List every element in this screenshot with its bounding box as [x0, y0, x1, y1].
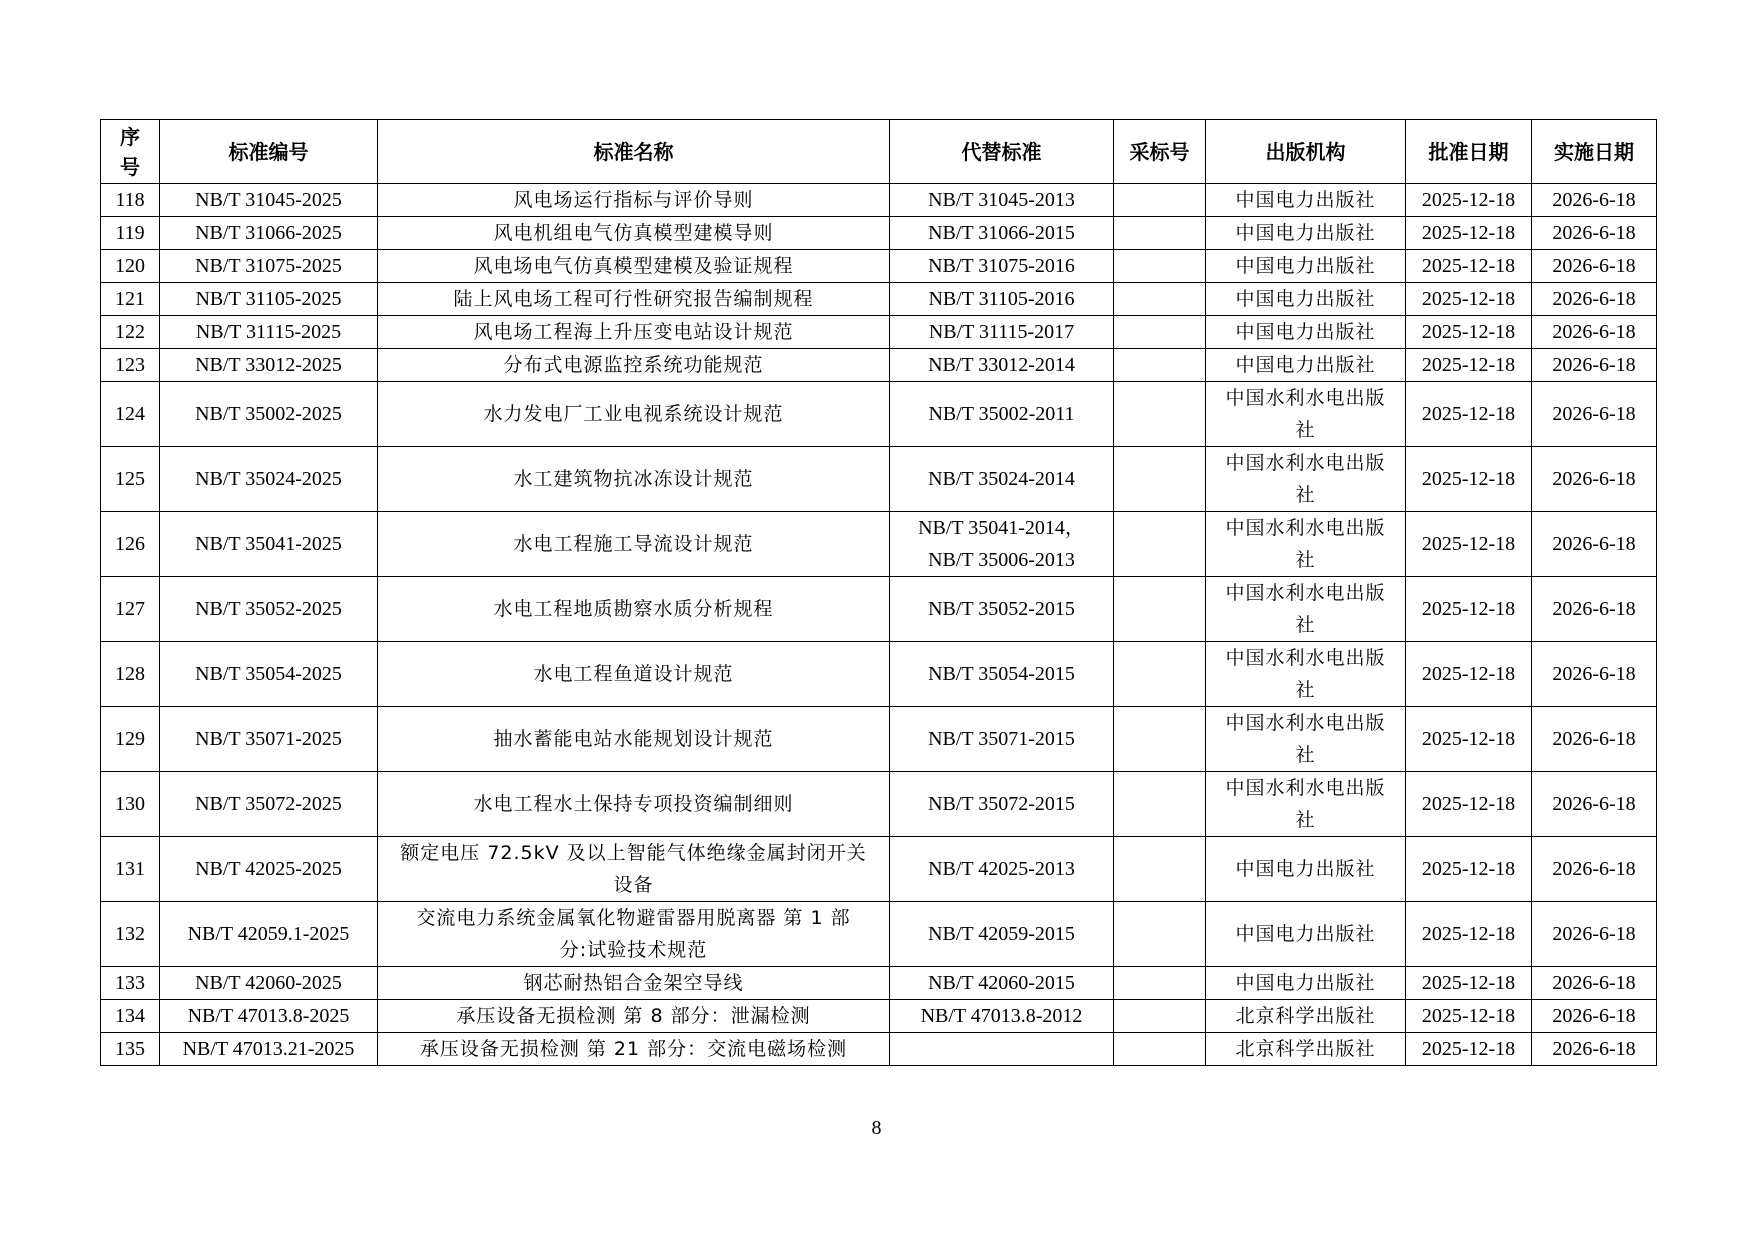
cell-replaced-line1: NB/T 31115-2017 — [928, 321, 1075, 343]
cell-publisher — [1206, 512, 1406, 577]
cell-std-name — [378, 283, 890, 316]
cell-effective-date: 2026-6-18 — [1532, 577, 1657, 642]
cell-publisher-line2: 社 — [1295, 419, 1316, 441]
cell-std-name — [378, 772, 890, 837]
cell-replaced — [890, 837, 1114, 902]
cell-effective-date: 2026-6-18 — [1532, 707, 1657, 772]
cell-publisher — [1206, 250, 1406, 283]
cell-publisher-line1: 中国水利水电出版 — [1225, 647, 1386, 669]
table-row — [101, 642, 1657, 707]
cell-publisher — [1206, 642, 1406, 707]
cell-std-name-line1: 水电工程水土保持专项投资编制细则 — [473, 793, 794, 815]
header-std-no: 标准编号 — [160, 120, 378, 184]
cell-publisher — [1206, 967, 1406, 1000]
cell-replaced — [890, 447, 1114, 512]
cell-effective-date: 2026-6-18 — [1532, 382, 1657, 447]
cell-approve-date: 2025-12-18 — [1406, 1033, 1532, 1066]
cell-std-name — [378, 349, 890, 382]
cell-std-name-line1: 水电工程施工导流设计规范 — [513, 533, 754, 555]
table-row — [101, 837, 1657, 902]
cell-replaced-line1: NB/T 35072-2015 — [928, 793, 1075, 815]
cell-replaced — [890, 772, 1114, 837]
header-adopted: 采标号 — [1114, 120, 1206, 184]
cell-publisher — [1206, 217, 1406, 250]
cell-replaced-line1: NB/T 42059-2015 — [928, 923, 1075, 945]
cell-replaced-line1: NB/T 31105-2016 — [928, 288, 1075, 310]
cell-adopted — [1114, 250, 1206, 283]
cell-std-no: NB/T 35041-2025 — [160, 512, 378, 577]
cell-publisher-line1: 中国水利水电出版 — [1225, 452, 1386, 474]
cell-publisher-line1: 中国电力出版社 — [1235, 255, 1376, 277]
cell-std-no: NB/T 42025-2025 — [160, 837, 378, 902]
cell-std-name-line2: 分:试验技术规范 — [559, 939, 708, 961]
cell-adopted — [1114, 184, 1206, 217]
cell-std-name-line1: 分布式电源监控系统功能规范 — [503, 354, 764, 376]
cell-std-no: NB/T 35071-2025 — [160, 707, 378, 772]
cell-publisher-line2: 社 — [1295, 549, 1316, 571]
cell-approve-date: 2025-12-18 — [1406, 250, 1532, 283]
cell-std-name-line1: 风电场运行指标与评价导则 — [513, 189, 754, 211]
cell-approve-date: 2025-12-18 — [1406, 772, 1532, 837]
cell-std-no: NB/T 35002-2025 — [160, 382, 378, 447]
cell-publisher — [1206, 1000, 1406, 1033]
cell-effective-date: 2026-6-18 — [1532, 184, 1657, 217]
cell-seq: 132 — [101, 902, 160, 967]
cell-seq: 125 — [101, 447, 160, 512]
cell-replaced — [890, 316, 1114, 349]
cell-std-name — [378, 577, 890, 642]
cell-effective-date: 2026-6-18 — [1532, 447, 1657, 512]
cell-adopted — [1114, 772, 1206, 837]
cell-publisher-line1: 中国水利水电出版 — [1225, 387, 1386, 409]
cell-std-name-line1: 风电场工程海上升压变电站设计规范 — [473, 321, 794, 343]
cell-std-name — [378, 1000, 890, 1033]
cell-approve-date: 2025-12-18 — [1406, 902, 1532, 967]
cell-std-name-line1: 抽水蓄能电站水能规划设计规范 — [493, 728, 774, 750]
table-row — [101, 184, 1657, 217]
cell-publisher-line1: 中国电力出版社 — [1235, 923, 1376, 945]
cell-publisher — [1206, 902, 1406, 967]
cell-seq: 119 — [101, 217, 160, 250]
cell-std-name — [378, 707, 890, 772]
cell-std-name-line1: 交流电力系统金属氧化物避雷器用脱离器 第 1 部 — [416, 907, 851, 929]
cell-seq: 123 — [101, 349, 160, 382]
cell-std-name-line1: 承压设备无损检测 第 8 部分：泄漏检测 — [456, 1005, 811, 1027]
cell-replaced — [890, 184, 1114, 217]
header-replaced: 代替标准 — [890, 120, 1114, 184]
header-row — [101, 120, 1657, 184]
cell-adopted — [1114, 967, 1206, 1000]
cell-std-no: NB/T 35054-2025 — [160, 642, 378, 707]
cell-effective-date: 2026-6-18 — [1532, 967, 1657, 1000]
table-row — [101, 217, 1657, 250]
cell-std-no: NB/T 31105-2025 — [160, 283, 378, 316]
cell-replaced — [890, 902, 1114, 967]
cell-adopted — [1114, 349, 1206, 382]
cell-publisher-line1: 中国电力出版社 — [1235, 354, 1376, 376]
table-row — [101, 1033, 1657, 1066]
cell-seq: 128 — [101, 642, 160, 707]
cell-seq: 118 — [101, 184, 160, 217]
cell-adopted — [1114, 577, 1206, 642]
cell-seq: 135 — [101, 1033, 160, 1066]
cell-seq: 133 — [101, 967, 160, 1000]
cell-publisher-line1: 中国水利水电出版 — [1225, 517, 1386, 539]
header-std-name: 标准名称 — [378, 120, 890, 184]
cell-std-name — [378, 382, 890, 447]
table-row — [101, 902, 1657, 967]
cell-seq: 129 — [101, 707, 160, 772]
table-row — [101, 512, 1657, 577]
cell-replaced-line1: NB/T 31066-2015 — [928, 222, 1075, 244]
table-row — [101, 283, 1657, 316]
cell-effective-date: 2026-6-18 — [1532, 772, 1657, 837]
cell-std-name-line1: 风电机组电气仿真模型建模导则 — [493, 222, 774, 244]
cell-replaced-line1: NB/T 35052-2015 — [928, 598, 1075, 620]
cell-approve-date: 2025-12-18 — [1406, 1000, 1532, 1033]
cell-publisher-line2: 社 — [1295, 744, 1316, 766]
cell-approve-date: 2025-12-18 — [1406, 967, 1532, 1000]
cell-publisher-line1: 中国水利水电出版 — [1225, 777, 1386, 799]
cell-std-no: NB/T 47013.21-2025 — [160, 1033, 378, 1066]
cell-effective-date: 2026-6-18 — [1532, 1000, 1657, 1033]
cell-publisher — [1206, 772, 1406, 837]
cell-std-name-line1: 水工建筑物抗冰冻设计规范 — [513, 468, 754, 490]
cell-adopted — [1114, 1033, 1206, 1066]
cell-replaced-line1: NB/T 42025-2013 — [928, 858, 1075, 880]
cell-approve-date: 2025-12-18 — [1406, 184, 1532, 217]
cell-replaced — [890, 967, 1114, 1000]
cell-replaced-line1: NB/T 35002-2011 — [928, 403, 1075, 425]
cell-seq: 122 — [101, 316, 160, 349]
cell-replaced-line1: NB/T 35024-2014 — [928, 468, 1075, 490]
standards-table — [100, 119, 1657, 1066]
cell-replaced — [890, 512, 1114, 577]
cell-std-no: NB/T 33012-2025 — [160, 349, 378, 382]
table-row — [101, 447, 1657, 512]
cell-std-name-line1: 水力发电厂工业电视系统设计规范 — [483, 403, 784, 425]
cell-std-name-line1: 水电工程鱼道设计规范 — [533, 663, 734, 685]
cell-adopted — [1114, 447, 1206, 512]
cell-publisher — [1206, 1033, 1406, 1066]
cell-seq: 131 — [101, 837, 160, 902]
cell-publisher-line1: 中国电力出版社 — [1235, 321, 1376, 343]
cell-std-no: NB/T 31115-2025 — [160, 316, 378, 349]
cell-std-name — [378, 316, 890, 349]
cell-replaced — [890, 707, 1114, 772]
cell-approve-date: 2025-12-18 — [1406, 512, 1532, 577]
cell-std-no: NB/T 31075-2025 — [160, 250, 378, 283]
cell-adopted — [1114, 217, 1206, 250]
cell-publisher-line1: 中国水利水电出版 — [1225, 582, 1386, 604]
cell-std-name — [378, 184, 890, 217]
page-number: 8 — [871, 1117, 882, 1139]
cell-replaced-line1: NB/T 31075-2016 — [928, 255, 1075, 277]
cell-replaced — [890, 283, 1114, 316]
table-row — [101, 1000, 1657, 1033]
cell-replaced — [890, 1000, 1114, 1033]
cell-std-no: NB/T 31045-2025 — [160, 184, 378, 217]
cell-publisher — [1206, 316, 1406, 349]
cell-approve-date: 2025-12-18 — [1406, 707, 1532, 772]
table-row — [101, 250, 1657, 283]
cell-std-name-line1: 钢芯耐热铝合金架空导线 — [523, 972, 744, 994]
cell-std-name — [378, 902, 890, 967]
cell-std-name — [378, 447, 890, 512]
cell-adopted — [1114, 512, 1206, 577]
cell-effective-date: 2026-6-18 — [1532, 902, 1657, 967]
cell-replaced — [890, 217, 1114, 250]
cell-seq: 126 — [101, 512, 160, 577]
cell-adopted — [1114, 837, 1206, 902]
cell-publisher-line1: 中国电力出版社 — [1235, 972, 1376, 994]
cell-publisher-line1: 中国电力出版社 — [1235, 858, 1376, 880]
cell-publisher — [1206, 349, 1406, 382]
table-row — [101, 316, 1657, 349]
cell-publisher-line1: 中国水利水电出版 — [1225, 712, 1386, 734]
cell-publisher-line1: 北京科学出版社 — [1235, 1005, 1376, 1027]
header-seq-line1: 序 — [120, 124, 140, 149]
cell-publisher — [1206, 707, 1406, 772]
cell-adopted — [1114, 902, 1206, 967]
cell-replaced-line1: NB/T 35071-2015 — [928, 728, 1075, 750]
cell-std-name — [378, 837, 890, 902]
header-seq — [101, 120, 160, 184]
cell-effective-date: 2026-6-18 — [1532, 642, 1657, 707]
cell-seq: 121 — [101, 283, 160, 316]
cell-std-name-line2: 设备 — [613, 874, 654, 896]
cell-adopted — [1114, 707, 1206, 772]
cell-std-name — [378, 1033, 890, 1066]
cell-seq: 127 — [101, 577, 160, 642]
cell-publisher-line2: 社 — [1295, 679, 1316, 701]
table-row — [101, 967, 1657, 1000]
cell-publisher — [1206, 283, 1406, 316]
cell-adopted — [1114, 283, 1206, 316]
cell-adopted — [1114, 382, 1206, 447]
cell-std-name-line1: 额定电压 72.5kV 及以上智能气体绝缘金属封闭开关 — [400, 842, 867, 864]
cell-publisher-line1: 中国电力出版社 — [1235, 189, 1376, 211]
cell-publisher — [1206, 382, 1406, 447]
cell-replaced — [890, 250, 1114, 283]
cell-seq: 130 — [101, 772, 160, 837]
table-row — [101, 577, 1657, 642]
cell-adopted — [1114, 642, 1206, 707]
cell-publisher — [1206, 837, 1406, 902]
cell-publisher-line1: 中国电力出版社 — [1235, 288, 1376, 310]
cell-replaced-line1: NB/T 31045-2013 — [928, 189, 1075, 211]
cell-std-name — [378, 642, 890, 707]
cell-std-name — [378, 250, 890, 283]
cell-publisher-line2: 社 — [1295, 484, 1316, 506]
header-effective-date: 实施日期 — [1532, 120, 1657, 184]
cell-replaced — [890, 349, 1114, 382]
table-row — [101, 349, 1657, 382]
cell-approve-date: 2025-12-18 — [1406, 316, 1532, 349]
cell-replaced — [890, 382, 1114, 447]
cell-replaced-line2: NB/T 35006-2013 — [928, 549, 1075, 571]
cell-effective-date: 2026-6-18 — [1532, 349, 1657, 382]
cell-std-no: NB/T 35052-2025 — [160, 577, 378, 642]
header-seq-line2: 号 — [120, 154, 140, 179]
cell-std-no: NB/T 35072-2025 — [160, 772, 378, 837]
cell-std-name-line1: 风电场电气仿真模型建模及验证规程 — [473, 255, 794, 277]
cell-replaced-line1: NB/T 42060-2015 — [928, 972, 1075, 994]
cell-seq: 120 — [101, 250, 160, 283]
cell-std-no: NB/T 42059.1-2025 — [160, 902, 378, 967]
cell-effective-date: 2026-6-18 — [1532, 837, 1657, 902]
cell-std-name — [378, 217, 890, 250]
cell-effective-date: 2026-6-18 — [1532, 217, 1657, 250]
cell-replaced-line1: NB/T 35054-2015 — [928, 663, 1075, 685]
cell-replaced-line1: NB/T 33012-2014 — [928, 354, 1075, 376]
cell-std-no: NB/T 31066-2025 — [160, 217, 378, 250]
cell-replaced-line1: NB/T 35041-2014， — [918, 517, 1085, 539]
cell-std-no: NB/T 42060-2025 — [160, 967, 378, 1000]
cell-std-name — [378, 512, 890, 577]
cell-replaced — [890, 577, 1114, 642]
cell-approve-date: 2025-12-18 — [1406, 642, 1532, 707]
table-body — [101, 184, 1657, 1066]
cell-approve-date: 2025-12-18 — [1406, 349, 1532, 382]
cell-replaced-line1: NB/T 47013.8-2012 — [920, 1005, 1083, 1027]
cell-publisher — [1206, 447, 1406, 512]
cell-replaced — [890, 1033, 1114, 1066]
cell-effective-date: 2026-6-18 — [1532, 1033, 1657, 1066]
table-row — [101, 707, 1657, 772]
cell-std-no: NB/T 35024-2025 — [160, 447, 378, 512]
cell-seq: 124 — [101, 382, 160, 447]
cell-publisher-line2: 社 — [1295, 614, 1316, 636]
table-row — [101, 772, 1657, 837]
cell-std-name-line1: 水电工程地质勘察水质分析规程 — [493, 598, 774, 620]
cell-effective-date: 2026-6-18 — [1532, 250, 1657, 283]
cell-approve-date: 2025-12-18 — [1406, 382, 1532, 447]
cell-seq: 134 — [101, 1000, 160, 1033]
cell-std-name — [378, 967, 890, 1000]
table-row — [101, 382, 1657, 447]
cell-effective-date: 2026-6-18 — [1532, 283, 1657, 316]
cell-adopted — [1114, 1000, 1206, 1033]
cell-publisher — [1206, 184, 1406, 217]
cell-approve-date: 2025-12-18 — [1406, 283, 1532, 316]
cell-publisher-line2: 社 — [1295, 809, 1316, 831]
cell-std-name-line1: 承压设备无损检测 第 21 部分：交流电磁场检测 — [419, 1038, 848, 1060]
cell-approve-date: 2025-12-18 — [1406, 577, 1532, 642]
cell-publisher-line1: 中国电力出版社 — [1235, 222, 1376, 244]
cell-std-name-line1: 陆上风电场工程可行性研究报告编制规程 — [453, 288, 814, 310]
cell-approve-date: 2025-12-18 — [1406, 447, 1532, 512]
cell-adopted — [1114, 316, 1206, 349]
cell-std-no: NB/T 47013.8-2025 — [160, 1000, 378, 1033]
cell-effective-date: 2026-6-18 — [1532, 316, 1657, 349]
cell-replaced — [890, 642, 1114, 707]
cell-publisher — [1206, 577, 1406, 642]
header-publisher: 出版机构 — [1206, 120, 1406, 184]
cell-approve-date: 2025-12-18 — [1406, 837, 1532, 902]
cell-effective-date: 2026-6-18 — [1532, 512, 1657, 577]
cell-approve-date: 2025-12-18 — [1406, 217, 1532, 250]
header-approve-date: 批准日期 — [1406, 120, 1532, 184]
cell-publisher-line1: 北京科学出版社 — [1235, 1038, 1376, 1060]
